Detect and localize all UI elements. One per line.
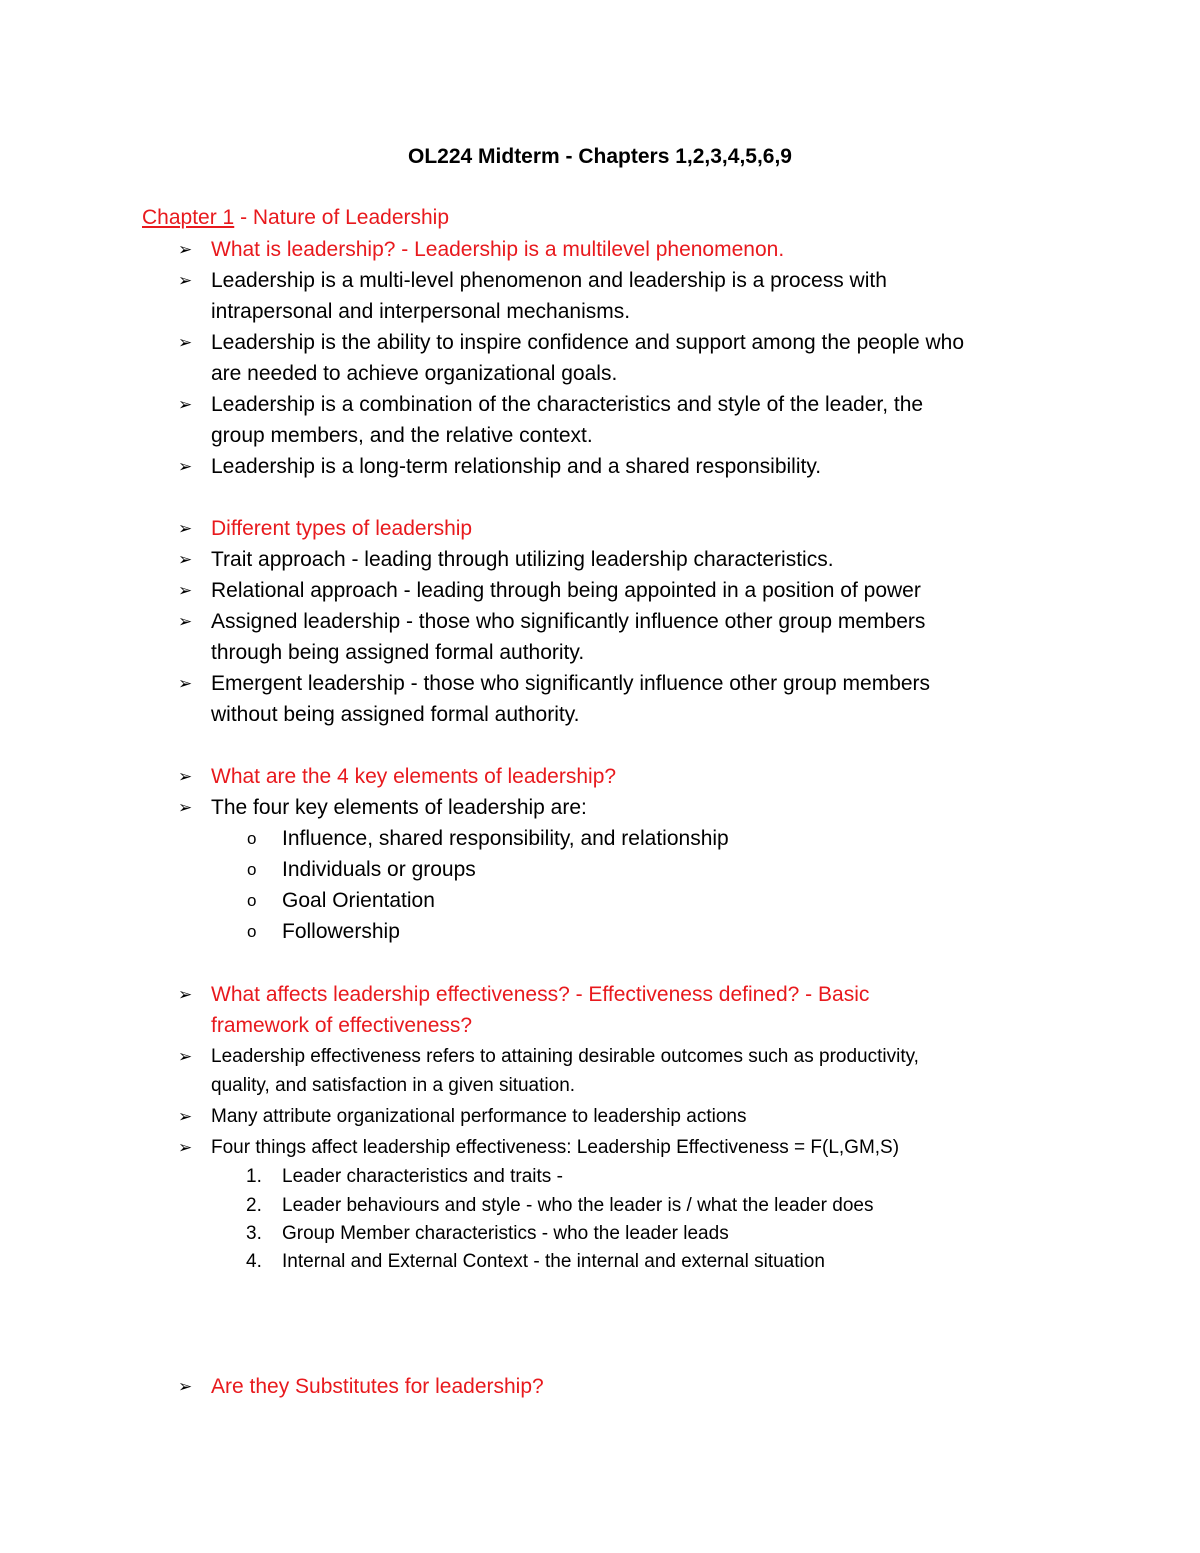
question-text: What affects leadership effectiveness? - Effectiveness defined? - Basic — [211, 983, 870, 1006]
arrow-bullet-icon: ➢ — [178, 1107, 193, 1126]
question-text: Different types of leadership — [211, 517, 473, 540]
item-number: 3. — [246, 1223, 262, 1244]
arrow-bullet-icon: ➢ — [178, 767, 193, 786]
item-text: Assigned leadership - those who significantly influence other group members — [211, 610, 926, 633]
arrow-bullet-icon: ➢ — [178, 1047, 193, 1066]
arrow-bullet-icon: ➢ — [178, 798, 193, 817]
item-text: Leadership is a multi-level phenomenon and leadership is a process with — [211, 269, 887, 292]
item-text: Four things affect leadership effectiveness: Leadership Effectiveness = F(L,GM,S) — [211, 1137, 900, 1158]
question-text: What is leadership? - Leadership is a multilevel phenomenon. — [211, 238, 785, 261]
item-text: intrapersonal and interpersonal mechanisms. — [211, 300, 631, 323]
circle-bullet-icon: o — [247, 922, 257, 941]
arrow-bullet-icon: ➢ — [178, 519, 193, 538]
item-text: Emergent leadership - those who significantly influence other group members — [211, 672, 931, 695]
item-number: 2. — [246, 1195, 262, 1216]
arrow-bullet-icon: ➢ — [178, 271, 193, 290]
arrow-bullet-icon: ➢ — [178, 674, 193, 693]
chapter-link[interactable]: Chapter 1 — [142, 206, 235, 229]
item-text: group members, and the relative context. — [211, 424, 593, 447]
sub-item-text: Influence, shared responsibility, and relationship — [282, 827, 729, 850]
question-text: What are the 4 key elements of leadership? — [211, 765, 617, 788]
item-text: Leadership effectiveness refers to attaining desirable outcomes such as productivity, — [211, 1046, 919, 1067]
numbered-item-text: Leader behaviours and style - who the leader is / what the leader does — [282, 1195, 874, 1216]
arrow-bullet-icon: ➢ — [178, 985, 193, 1004]
item-text: quality, and satisfaction in a given situation. — [211, 1075, 576, 1096]
item-text: Leadership is a long-term relationship and a shared responsibility. — [211, 455, 822, 478]
arrow-bullet-icon: ➢ — [178, 550, 193, 569]
item-text: Relational approach - leading through being appointed in a position of power — [211, 579, 921, 602]
item-text: without being assigned formal authority. — [211, 703, 580, 726]
item-text: are needed to achieve organizational goals. — [211, 362, 618, 385]
question-text: Are they Substitutes for leadership? — [211, 1375, 544, 1398]
arrow-bullet-icon: ➢ — [178, 333, 193, 352]
item-text: Trait approach - leading through utilizing leadership characteristics. — [211, 548, 834, 571]
item-number: 4. — [246, 1251, 262, 1272]
circle-bullet-icon: o — [247, 860, 257, 879]
arrow-bullet-icon: ➢ — [178, 1138, 193, 1157]
item-number: 1. — [246, 1166, 262, 1187]
arrow-bullet-icon: ➢ — [178, 612, 193, 631]
sub-item-text: Followership — [282, 920, 400, 943]
arrow-bullet-icon: ➢ — [178, 1377, 193, 1396]
arrow-bullet-icon: ➢ — [178, 457, 193, 476]
arrow-bullet-icon: ➢ — [178, 581, 193, 600]
chapter-subtitle: - Nature of Leadership — [234, 206, 450, 229]
numbered-item-text: Internal and External Context - the internal and external situation — [282, 1251, 825, 1272]
circle-bullet-icon: o — [247, 891, 257, 910]
arrow-bullet-icon: ➢ — [178, 395, 193, 414]
circle-bullet-icon: o — [247, 829, 257, 848]
numbered-item-text: Leader characteristics and traits - — [282, 1166, 563, 1187]
item-text: Leadership is a combination of the characteristics and style of the leader, the — [211, 393, 924, 416]
page-title: OL224 Midterm - Chapters 1,2,3,4,5,6,9 — [408, 145, 792, 168]
arrow-bullet-icon: ➢ — [178, 240, 193, 259]
item-text: Many attribute organizational performance to leadership actions — [211, 1106, 747, 1127]
sub-item-text: Goal Orientation — [282, 889, 435, 912]
item-text: The four key elements of leadership are: — [211, 796, 587, 819]
question-text: framework of effectiveness? — [211, 1014, 473, 1037]
item-text: through being assigned formal authority. — [211, 641, 585, 664]
numbered-item-text: Group Member characteristics - who the leader leads — [282, 1223, 729, 1244]
sub-item-text: Individuals or groups — [282, 858, 476, 881]
chapter-heading — [142, 203, 449, 233]
item-text: Leadership is the ability to inspire confidence and support among the people who — [211, 331, 964, 354]
